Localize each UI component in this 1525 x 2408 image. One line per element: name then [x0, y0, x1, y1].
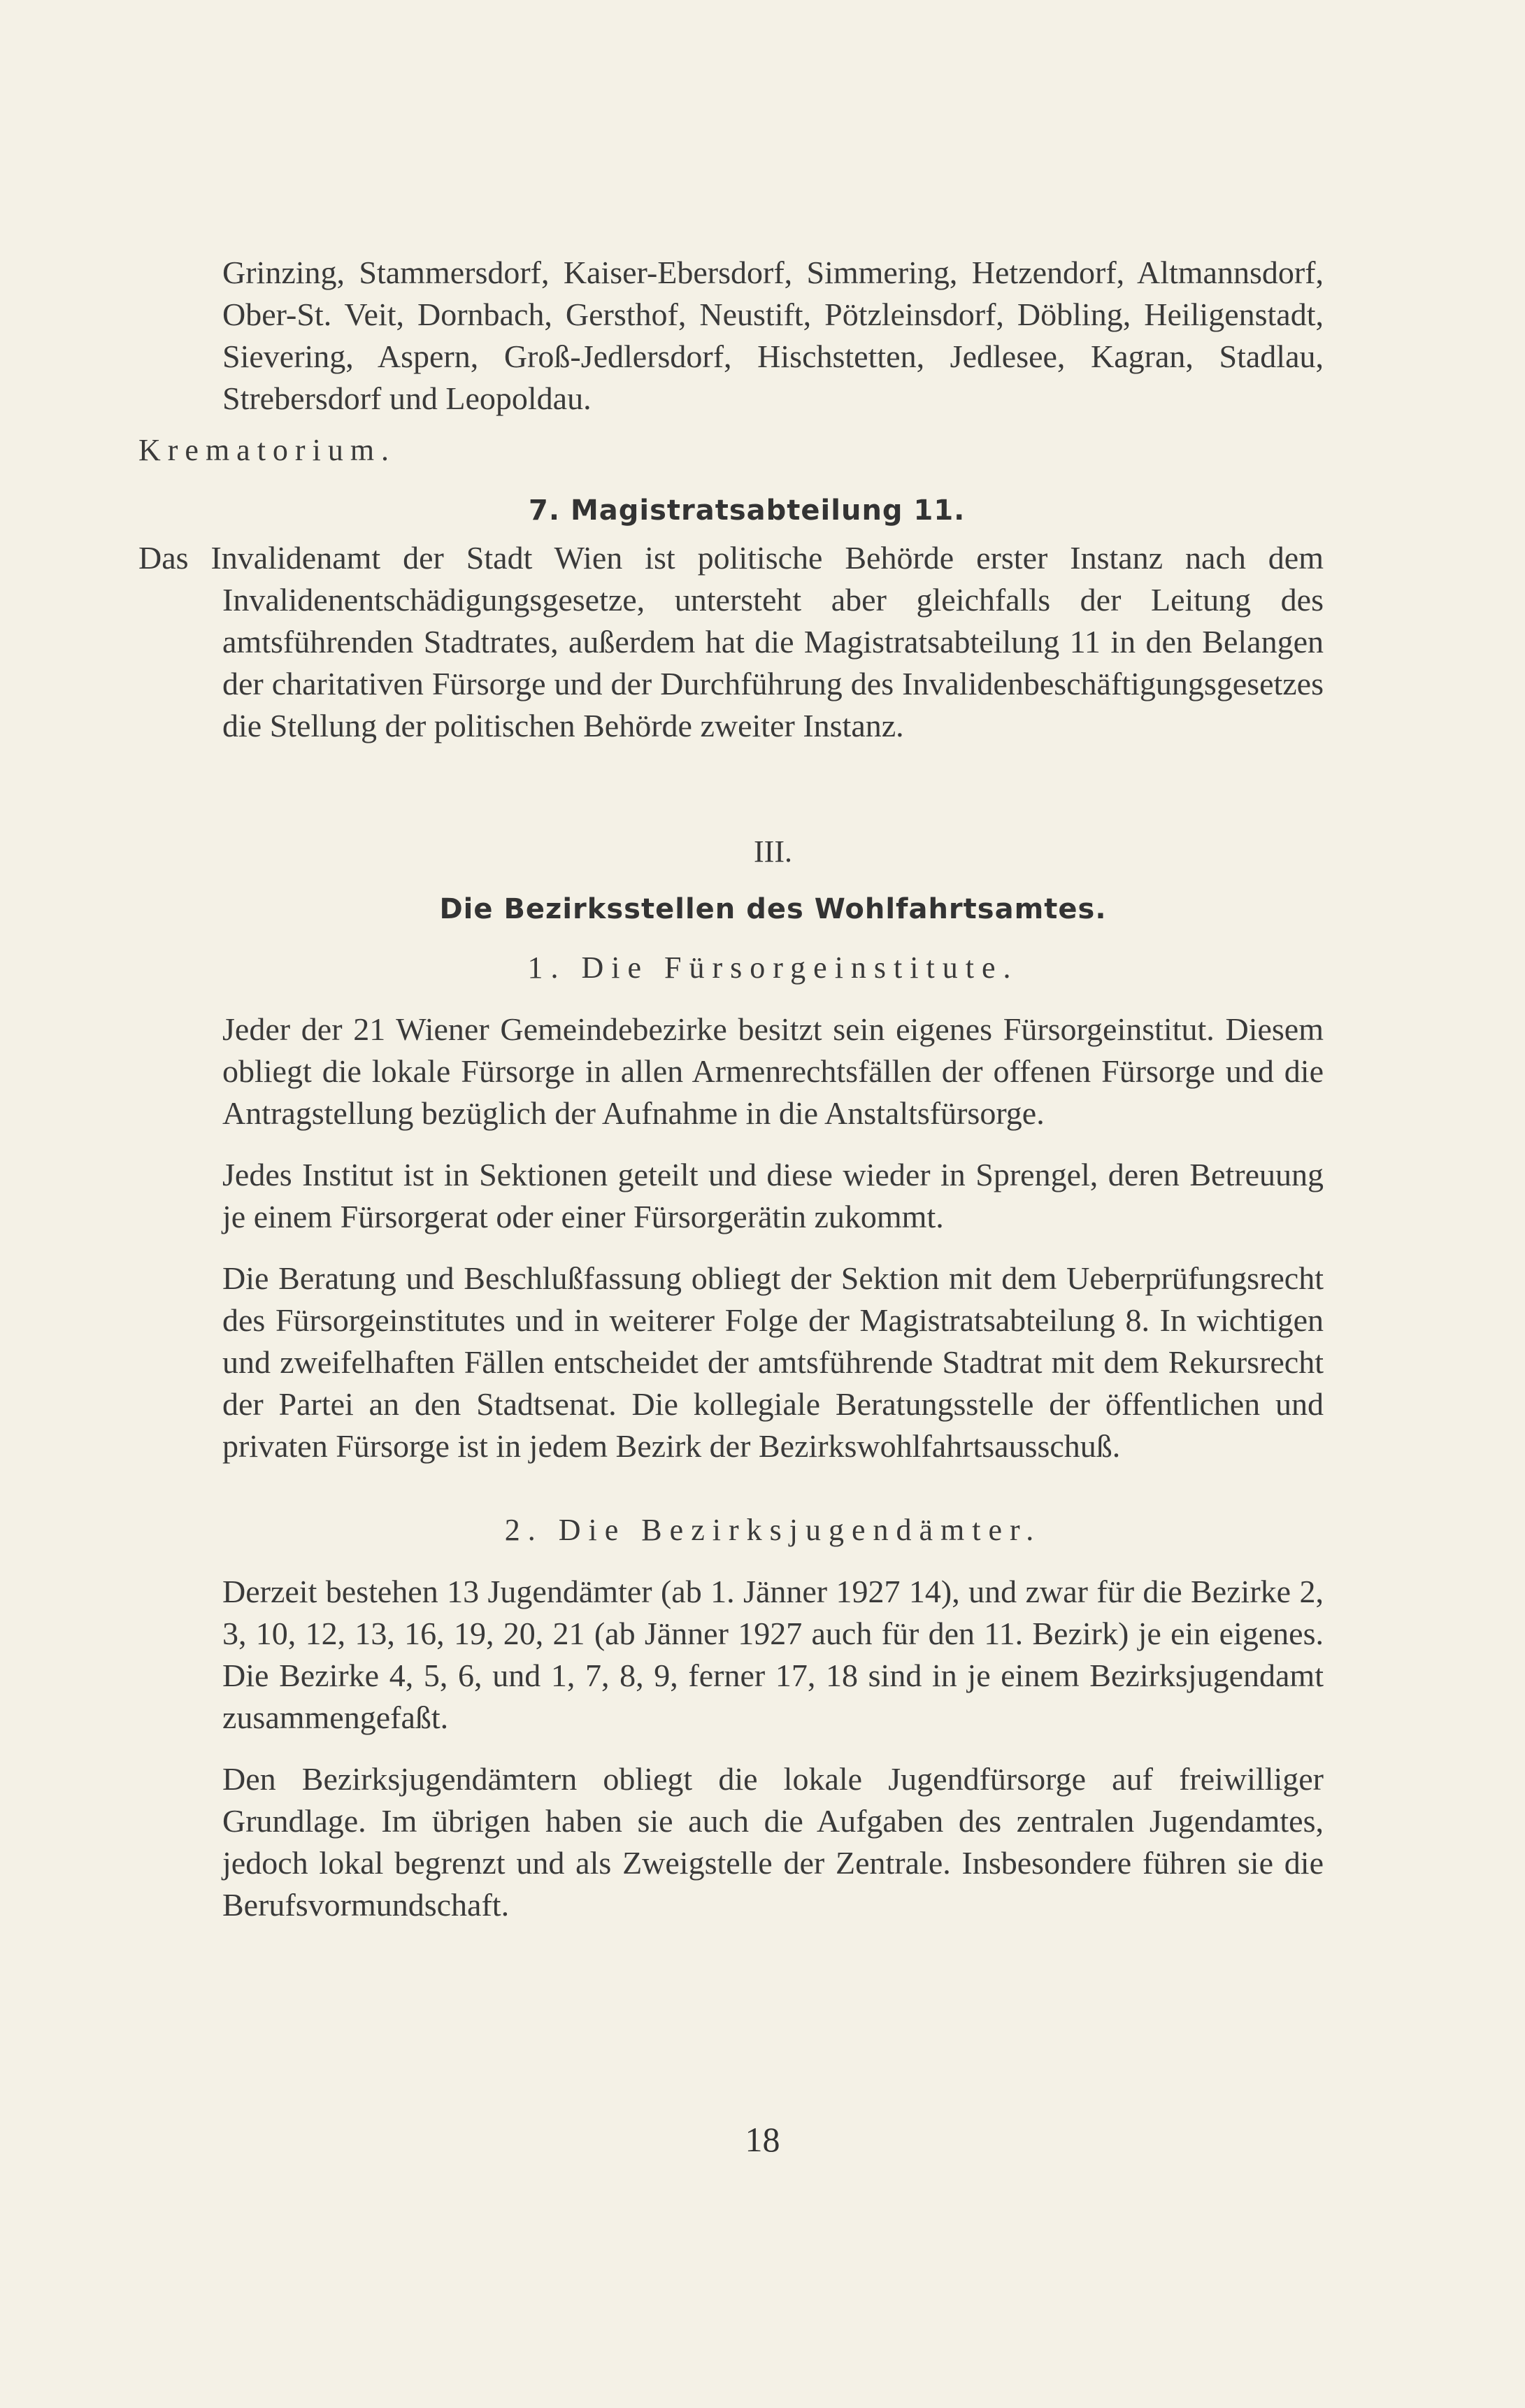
page-body [138, 252, 1324, 1926]
krematorium-label: Krematorium. [138, 433, 396, 467]
paragraph-beratung: Die Beratung und Beschlußfassung obliegt der Sektion mit dem Ueberprüfungsrecht des Fürsorgeinstitutes und in weiterer Folge der Magistratsabteilung 8. In wichtigen und zweifelhaften Fällen entscheidet der amtsführende Stadtrat mit dem Rekursrecht der Partei an den Stadtsenat. Die kollegiale Beratungsstelle der öffentlichen und privaten Fürsorge ist in jedem Bezirk der Bezirkswohlfahrtsausschuß. [222, 1260, 1324, 1464]
subsection-heading-bezirksjugendaemter: 2. Die Bezirksjugendämter. [504, 1513, 1042, 1547]
paragraph-derzeit: Derzeit bestehen 13 Jugendämter (ab 1. Jänner 1927 14), und zwar für die Bezirke 2, 3, 10, 12, 13, 16, 19, 20, 21 (ab Jänner 1927 auch für den 11. Bezirk) je ein eigenes. Die Bezirke 4, 5, 6, und 1, 7, 8, 9, ferner 17, 18 sind in je einem Bezirksjugendamt zusammengefaßt. [222, 1574, 1324, 1735]
chapter-title: Die Bezirksstellen des Wohlfahrtsamtes. [439, 893, 1107, 925]
page-number: 18 [745, 2120, 780, 2159]
invalidenamt-paragraph: Das Invalidenamt der Stadt Wien ist politische Behörde erster Instanz nach dem Invalidenentschädigungsgesetze, untersteht aber gleichfalls der Leitung des amtsführenden Stadtrates, außerdem hat die Magistratsabteilung 11 in den Belangen der charitativen Fürsorge und der Durchführung des Invalidenbeschäftigungsgesetzes die Stellung der politischen Behörde zweiter Instanz. [138, 540, 1324, 743]
paragraph-jedes: Jedes Institut ist in Sektionen geteilt und diese wieder in Sprengel, deren Betreuung je einem Fürsorgerat oder einer Fürsorgerätin zukommt. [222, 1157, 1324, 1234]
place-list-paragraph: Grinzing, Stammersdorf, Kaiser-Ebersdorf, Simmering, Hetzendorf, Altmannsdorf, Ober-St. Veit, Dornbach, Gersthof, Neustift, Pötzleinsdorf, Döbling, Heiligenstadt, Sievering, Aspern, Groß-Jedlersdorf, Hischstetten, Jedlesee, Kagran, Stadlau, Strebersdorf und Leopoldau. [222, 255, 1324, 416]
paragraph-jeder: Jeder der 21 Wiener Gemeindebezirke besitzt sein eigenes Fürsorgeinstitut. Diesem obliegt die lokale Fürsorge in allen Armenrechtsfällen der offenen Fürsorge und die Antragstellung bezüglich der Aufnahme in die Anstaltsfürsorge. [222, 1011, 1324, 1131]
subsection-heading-fuersorgeinstitute: 1. Die Fürsorgeinstitute. [527, 950, 1019, 985]
section-heading-magistratsabteilung: 7. Magistratsabteilung 11. [529, 494, 966, 527]
chapter-number: III. [754, 834, 792, 869]
paragraph-den: Den Bezirksjugendämtern obliegt die lokale Jugendfürsorge auf freiwilliger Grundlage. Im übrigen haben sie auch die Aufgaben des zentralen Jugendamtes, jedoch lokal begrenzt und als Zweigstelle der Zentrale. Insbesondere führen sie die Berufsvormundschaft. [222, 1761, 1324, 1923]
